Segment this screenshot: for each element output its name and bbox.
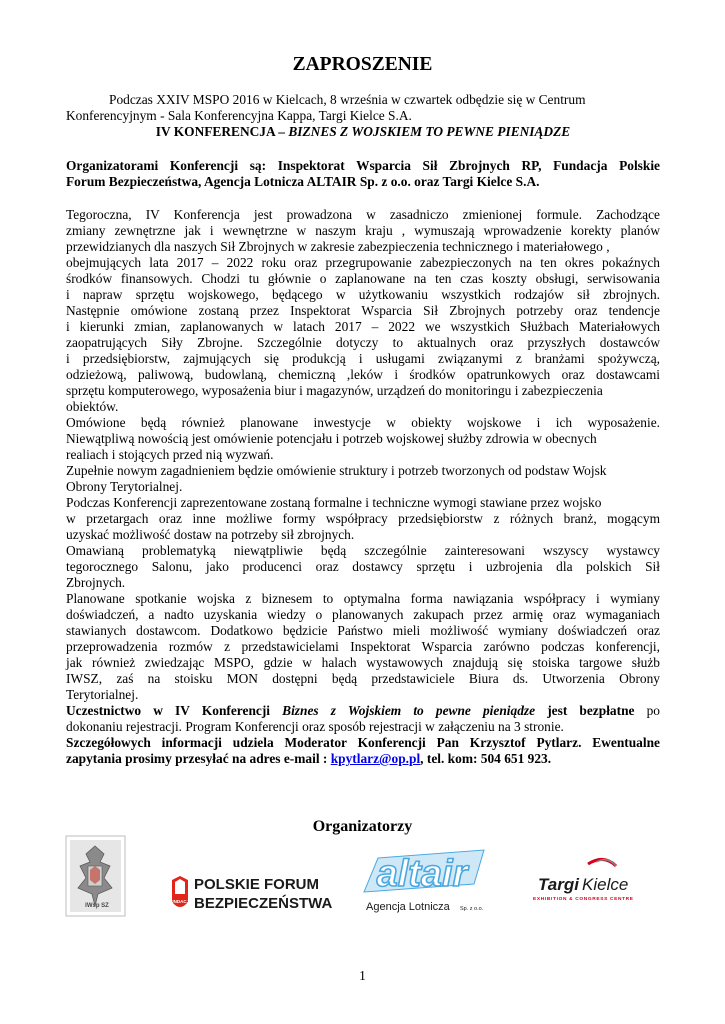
body-line: jak również zwiedzając MSPO, gdzie w halach wystawowych znajdują się stoiska targowe służb	[66, 655, 660, 670]
body-line: Tegoroczna, IV Konferencja jest prowadzona w zasadniczo zmienionej formule. Zachodzące	[66, 207, 660, 222]
iwsz-logo	[66, 836, 125, 916]
conference-title	[66, 124, 660, 140]
body-line: środków finansowych. Chodzi tu głównie o zaplanowane na ten czas koszty obsługi, serwisowania	[66, 271, 660, 286]
targi-kielce-logo	[533, 859, 634, 902]
body-line: tegorocznego Salonu, jako producenci oraz dostawcy sprzętu i uzbrojenia dla polskich Sił	[66, 559, 660, 574]
body-line: Niewątpliwą nowością jest omówienie potencjału i potrzeb wojskowej służby zdrowia w obecnych	[66, 431, 597, 446]
body-line: przewidzianych dla naszych Sił Zbrojnych w zakresie zabezpieczenia technicznego i materiałowego ,	[66, 239, 610, 254]
body-line: zmiany zewnętrzne jak i wewnętrzne w naszym kraju , wymuszają wprowadzenie korekty planów	[66, 223, 660, 238]
body-line: i przedsiębiorstw, zajmujących się produkcją i usługami związanymi z branżami spożywczą,	[66, 351, 660, 366]
targi-subtitle: EXHIBITION & CONGRESS CENTRE	[533, 897, 633, 902]
organizer-logos	[0, 832, 725, 922]
intro-line: Konferencyjnym - Sala Konferencyjna Kappa, Targi Kielce S.A.	[66, 108, 412, 123]
pfb-line2: BEZPIECZEŃSTWA	[194, 895, 333, 912]
participation-line	[66, 703, 660, 719]
intro-line: Podczas XXIV MSPO 2016 w Kielcach, 8 września w czwartek odbędzie się w Centrum	[109, 92, 586, 107]
body-line: obejmujących lata 2017 – 2022 roku oraz przegrupowanie zabezpieczonych na ten okres pokaźnych	[66, 255, 660, 270]
body-line: Planowane spotkanie wojska z biznesem to optymalna forma nawiązania współpracy i wymiany	[66, 591, 660, 606]
body-line: w przetargach oraz inne możliwe formy współpracy przedsiębiorstw z różnych branż, mogącym	[66, 511, 660, 526]
body-line: Terytorialnej.	[66, 687, 139, 702]
participation-free: jest bezpłatne	[535, 703, 635, 718]
pfb-line1: POLSKIE FORUM	[194, 876, 320, 893]
contact-line: Szczegółowych informacji udziela Moderator Konferencji Pan Krzysztof Pytlarz. Ewentualne	[66, 735, 660, 750]
body-line: realiach i stojących przed nią wyzwań.	[66, 447, 274, 462]
participation-conference-name: Biznes z Wojskiem to pewne pieniądze	[282, 703, 536, 718]
body-line: Omówione będą również planowane inwestycje w obiekty wojskowe i ich wyposażenie.	[66, 415, 660, 430]
body-line: i kierunki zmian, zaplanowanych w latach 2017 – 2022 we wszystkich Służbach Materiałowych	[66, 319, 660, 334]
body-line: przeprowadzenia rozmów z przedstawicielami Inspektorat Wsparcia zarówno podczas konferencji,	[66, 639, 660, 654]
altair-logo	[364, 850, 484, 913]
body-line: uzyskać możliwość dostaw na potrzeby sił zbrojnych.	[66, 527, 355, 542]
organizers-paragraph	[66, 158, 660, 190]
kielce-word: Kielce	[582, 875, 629, 894]
iwsz-logo-text: IWsp SZ	[85, 903, 109, 909]
organizers-line: Forum Bezpieczeństwa, Agencja Lotnicza ALTAIR Sp. z o.o. oraz Targi Kielce S.A.	[66, 174, 540, 189]
contact-email-lead: zapytania prosimy przesyłać na adres e-mail :	[66, 751, 331, 766]
body-line: Zbrojnych.	[66, 575, 126, 590]
body-line: i napraw sprzętu wojskowego, będącego w użytkowaniu wszystkich rodzajów sił zbrojnych.	[66, 287, 660, 302]
intro-paragraph	[66, 92, 660, 140]
body-text	[66, 207, 660, 767]
participation-lead: Uczestnictwo w IV Konferencji	[66, 703, 283, 718]
altair-company-suffix: Sp. z o.o.	[460, 906, 484, 912]
email-link[interactable]: kpytlarz@op.pl	[330, 751, 421, 766]
organizers-heading: Organizatorzy	[312, 818, 413, 835]
body-line: obiektów.	[66, 399, 119, 414]
pfb-logo	[168, 876, 333, 912]
body-line: Obrony Terytorialnej.	[66, 479, 183, 494]
body-line: dokonaniu rejestracji. Program Konferencji oraz sposób rejestracji w załączeniu na 3 stronie.	[66, 719, 564, 734]
participation-tail: po	[634, 703, 660, 718]
altair-wordmark: altair	[376, 853, 468, 895]
conference-label: IV KONFERENCJA –	[155, 124, 289, 139]
organizers-line: Organizatorami Konferencji są: Inspektorat Wsparcia Sił Zbrojnych RP, Fundacja Polskie	[66, 158, 660, 173]
body-line: odzieżową, paliwową, budowlaną, chemiczną ,leków i środków opatrunkowych oraz dostawcami	[66, 367, 660, 382]
body-line: Omawianą problematyką niewątpliwie będą szczególnie zainteresowani wszyscy wystawcy	[66, 543, 660, 558]
body-line: IWSZ, zaś na stoisku MON dostępni będą przedstawiciele Biura ds. Utworzenia Obrony	[66, 671, 660, 686]
document-title: ZAPROSZENIE	[292, 54, 433, 75]
pfb-badge-text: FUNDACJA	[167, 899, 193, 904]
conference-name: BIZNES Z WOJSKIEM TO PEWNE PIENIĄDZE	[288, 124, 571, 139]
body-line: doświadczeń, a nadto uzyskania wiedzy o planowanych zakupach przez armię oraz wymaganiach	[66, 607, 660, 622]
body-line: Zupełnie nowym zagadnieniem będzie omówienie struktury i potrzeb tworzonych od podstaw Wojsk	[66, 463, 607, 478]
body-line: Następnie omówione zostaną przez Inspektorat Wsparcia Sił Zbrojnych potrzeby oraz tendencje	[66, 303, 660, 318]
body-line: Podczas Konferencji zaprezentowane zostaną formalne i techniczne wymogi stawiane przez wojsko	[66, 495, 602, 510]
body-line: sprzętu komputerowego, wyposażenia biur i magazynów, urządzeń do monitoringu i zabezpieczenia	[66, 383, 603, 398]
contact-phone: , tel. kom: 504 651 923.	[420, 751, 552, 766]
altair-subtitle: Agencja Lotnicza	[366, 901, 450, 913]
targi-word: Targi	[538, 875, 579, 894]
body-line: stawianych dostawcom. Dodatkowo będzicie Państwo mieli możliwość wymiany doświadczeń oraz	[66, 623, 660, 638]
body-line: zaopatrujących Siły Zbrojne. Szczególnie dotyczy to aktualnych oraz przyszłych dostawców	[66, 335, 660, 350]
page-number: 1	[359, 968, 366, 983]
contact-email-line	[66, 751, 660, 767]
